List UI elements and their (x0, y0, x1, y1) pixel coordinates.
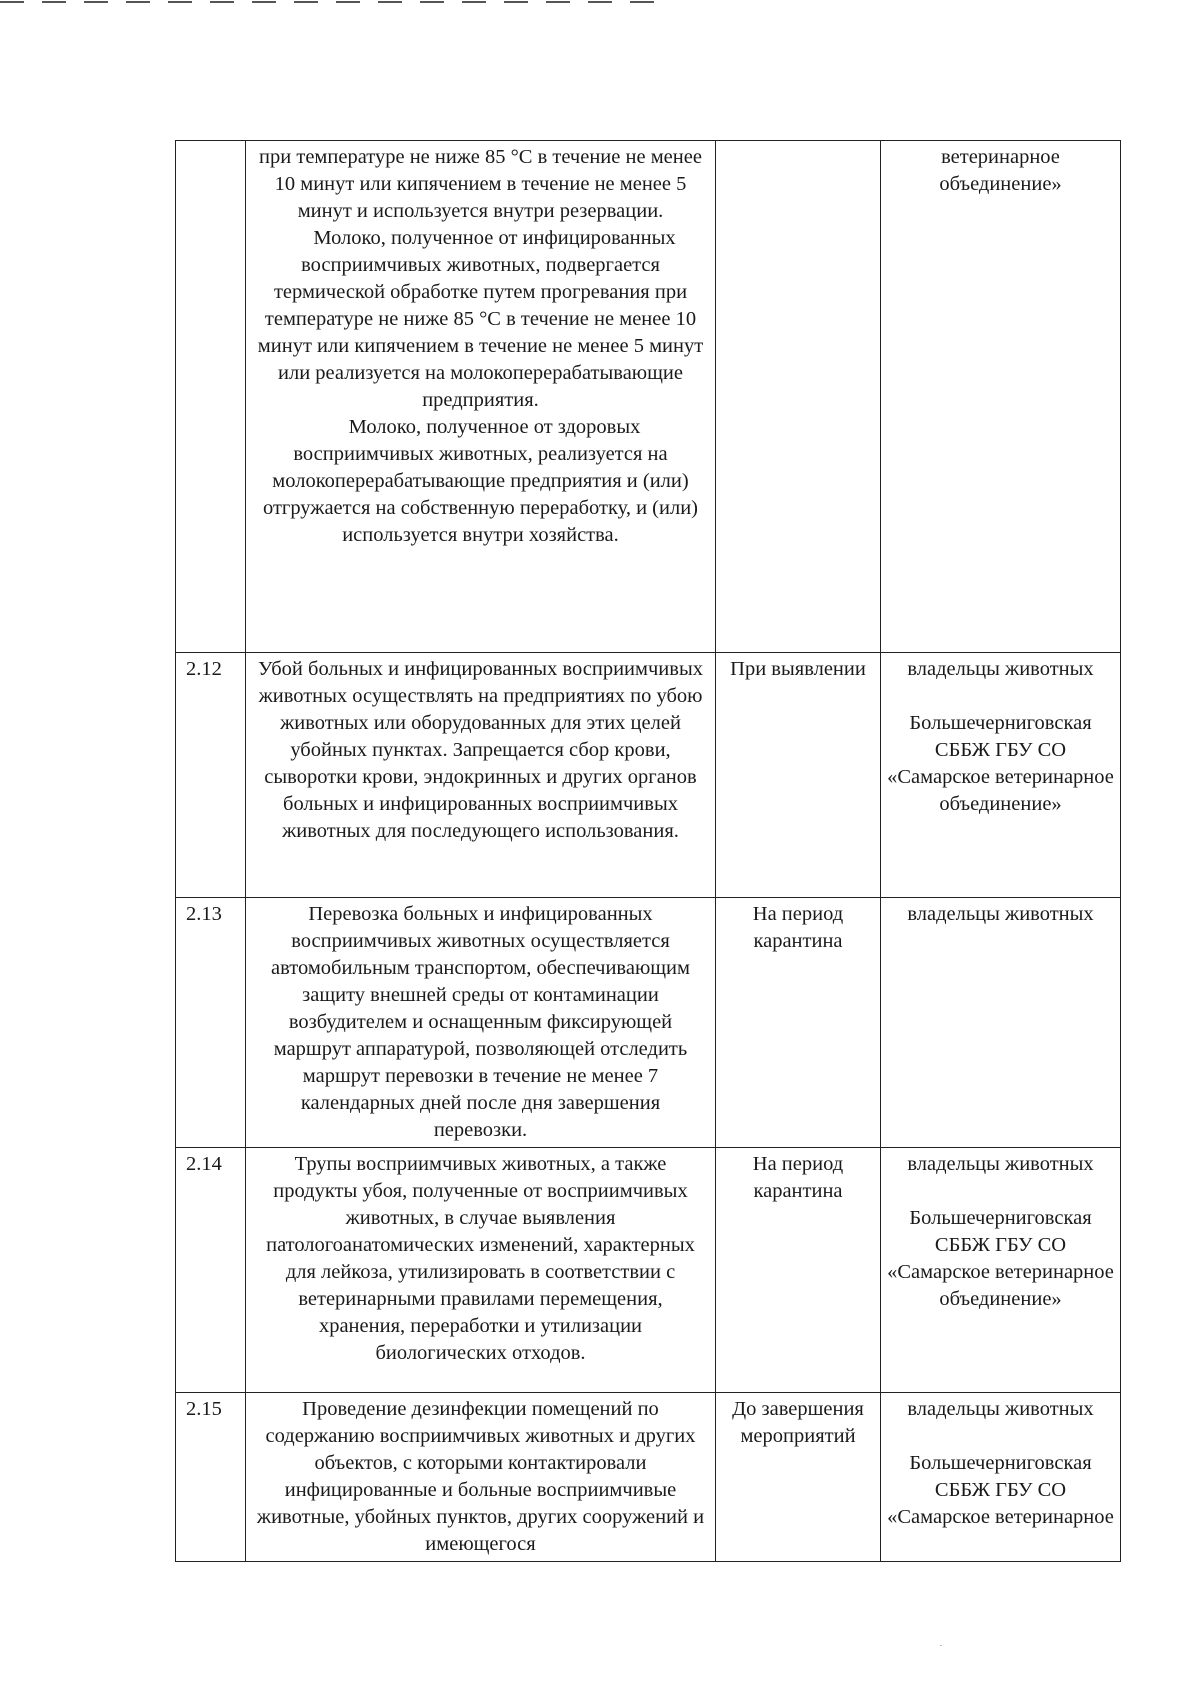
table-row (176, 898, 1121, 1148)
row-number: 2.15 (176, 1393, 246, 1562)
row-responsible (881, 1393, 1121, 1562)
row-action (246, 141, 716, 653)
row-number (176, 141, 246, 653)
responsible-owner: владельцы животных (907, 903, 1094, 925)
scan-speck (940, 1645, 942, 1646)
row-action: Проведение дезинфекции помещений по содержанию восприимчивых животных и других объектов, с которыми контактировали инфицированные и больные восприимчивые животные, убойных пунктов, других сооружений и имеющегося (246, 1393, 716, 1562)
responsible-org: Большечерниговская СББЖ ГБУ СО «Самарское ветеринарное объединение» (887, 712, 1114, 815)
scan-edge-dashes (0, 0, 660, 8)
table-row (176, 653, 1121, 898)
responsible-owner: владельцы животных (907, 1398, 1094, 1420)
row-number: 2.14 (176, 1148, 246, 1393)
row-term: На период карантина (716, 898, 881, 1148)
row-term: При выявлении (716, 653, 881, 898)
table-row (176, 1148, 1121, 1393)
row-responsible (881, 1148, 1121, 1393)
row-number: 2.13 (176, 898, 246, 1148)
responsible-org: Большечерниговская СББЖ ГБУ СО «Самарское ветеринарное (887, 1452, 1114, 1528)
row-responsible: ветеринарное объединение» (881, 141, 1121, 653)
row-responsible (881, 898, 1121, 1148)
row-action: Перевозка больных и инфицированных восприимчивых животных осуществляется автомобильным транспортом, обеспечивающим защиту внешней среды от контаминации возбудителем и оснащенным фиксирующей маршрут аппаратурой, позволяющей отследить маршрут перевозки в течение не менее 7 календарных дней после дня завершения перевозки. (246, 898, 716, 1148)
row-number: 2.12 (176, 653, 246, 898)
row-term: До завершения мероприятий (716, 1393, 881, 1562)
row-action: Убой больных и инфицированных восприимчивых животных осуществлять на предприятиях по убою животных или оборудованных для этих целей убойных пунктах. Запрещается сбор крови, сыворотки крови, эндокринных и других органов больных и инфицированных восприимчивых животных для последующего использования. (246, 653, 716, 898)
table-row (176, 141, 1121, 653)
row-action: Трупы восприимчивых животных, а также продукты убоя, полученные от восприимчивых животных, в случае выявления патологоанатомических изменений, характерных для лейкоза, утилизировать в соответствии с ветеринарными правилами перемещения, хранения, переработки и утилизации биологических отходов. (246, 1148, 716, 1393)
row-term: На период карантина (716, 1148, 881, 1393)
responsible-owner: владельцы животных (907, 1153, 1094, 1175)
action-paragraph: Молоко, полученное от инфицированных восприимчивых животных, подвергается термической обработке путем прогревания при температуре не ниже 85 °С в течение не менее 10 минут или кипячением в течение не менее 5 минут или реализуется на молокоперерабатывающие предприятия. (257, 227, 704, 411)
responsible-owner: владельцы животных (907, 658, 1094, 680)
responsible-org: Большечерниговская СББЖ ГБУ СО «Самарское ветеринарное объединение» (887, 1207, 1114, 1310)
row-term (716, 141, 881, 653)
measures-table (175, 140, 1121, 1562)
table-row (176, 1393, 1121, 1562)
action-paragraph: при температуре не ниже 85 °С в течение не менее 10 минут или кипячением в течение не менее 5 минут и используется внутри резервации. (259, 146, 702, 222)
action-paragraph: Молоко, полученное от здоровых восприимчивых животных, реализуется на молокоперерабатывающие предприятия и (или) отгружается на собственную переработку, и (или) используется внутри хозяйства. (262, 416, 699, 546)
row-responsible (881, 653, 1121, 898)
